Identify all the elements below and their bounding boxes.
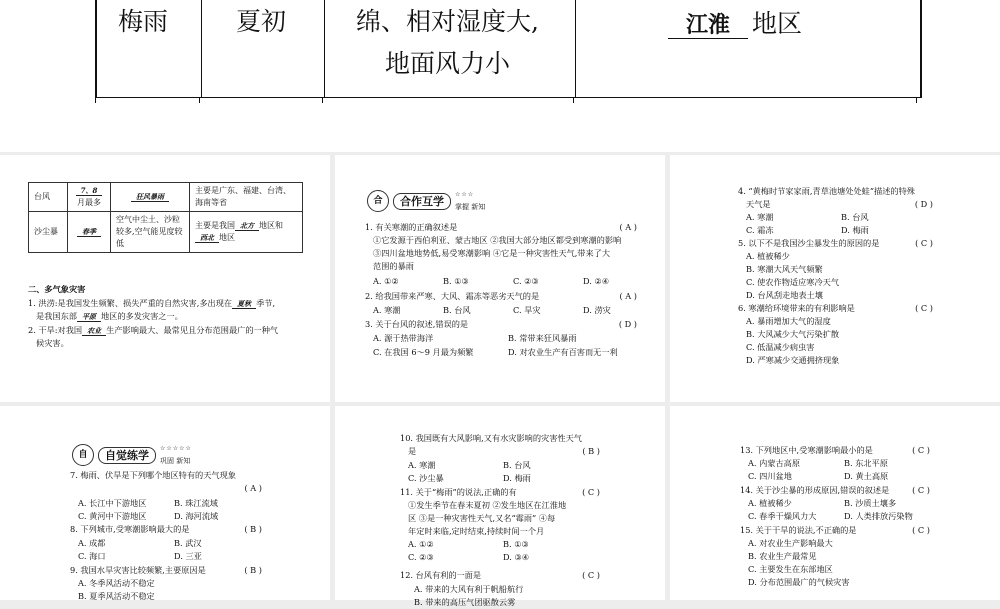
- answer: ( A ): [619, 291, 637, 301]
- option-line: ①发生季节在春末夏初 ②发生地区在江淮地: [408, 500, 567, 510]
- disaster-cell: 梅雨: [118, 7, 169, 36]
- option-line: A. 冬季风活动不稳定: [78, 578, 155, 588]
- column-divider: [573, 97, 574, 103]
- option-row: C. 黄河中下游地区 D. 海河流域: [78, 511, 219, 521]
- option-row: C. ②③ D. ③④: [408, 552, 530, 562]
- section-badge: [72, 442, 192, 468]
- answer: ( B ): [244, 565, 262, 575]
- table-cell: 主要是广东、福建、台湾、海南等省: [190, 183, 303, 212]
- answer: ( D ): [618, 319, 637, 329]
- page-thumbnail-5[interactable]: [335, 406, 665, 607]
- option-line: A. 带来的大风有利于帆船航行: [414, 584, 524, 594]
- answer: ( C ): [915, 238, 933, 248]
- answer: ( A ): [619, 222, 637, 232]
- table-cell: 沙尘暴: [29, 212, 68, 253]
- answer: ( A ): [244, 483, 262, 493]
- section-badge: [367, 188, 485, 214]
- region-cell: [668, 4, 802, 40]
- season-cell: 夏初: [236, 7, 287, 36]
- option-row: A. 成都 B. 武汉: [78, 538, 202, 548]
- question-text: 1. 有关寒潮的正确叙述是: [365, 222, 458, 232]
- table-cell: 空气中尘土、沙粒较多,空气能见度较低: [111, 212, 190, 253]
- option-line: C. 主要发生在东部地区: [748, 564, 833, 574]
- column-divider: [916, 97, 917, 103]
- column-divider: [199, 97, 200, 103]
- region-suffix: 地区: [752, 9, 803, 38]
- question-text: 14. 关于沙尘暴的形成原因,错误的叙述是: [740, 485, 890, 495]
- page-thumbnail-2[interactable]: [335, 155, 665, 402]
- question-text: 7. 梅雨、伏旱是下列哪个地区特有的天气现象: [70, 470, 236, 480]
- fill-answer: 狂风暴雨: [131, 192, 169, 202]
- question-text: 天气是: [746, 199, 771, 209]
- option-row: C. 春季干燥风力大 D. 人类排放污染物: [748, 511, 913, 521]
- option-row: C. 四川盆地 D. 黄土高原: [748, 471, 889, 481]
- question-text: 6. 寒潮给环境带来的有利影响是: [738, 303, 855, 313]
- option-row: C. 霜冻 D. 梅雨: [746, 225, 869, 235]
- option-row: A. 寒潮 B. 台风 C. 旱灾 D. 涝灾: [373, 305, 611, 315]
- option-line: B. 寒潮大风天气频繁: [746, 264, 823, 274]
- option-line: D. 台风刮走地表土壤: [746, 290, 823, 300]
- description-line: 地面风力小: [385, 49, 511, 78]
- option-row: C. 在我国 6～9 月最为频繁 D. 对农业生产有百害而无一利: [373, 347, 618, 357]
- fill-answer: 西北: [195, 233, 219, 243]
- question-text: 15. 关于干旱的说法,不正确的是: [740, 525, 857, 535]
- column-divider: [201, 0, 202, 97]
- option-line: D. 严寒减少交通拥挤现象: [746, 355, 840, 365]
- answer: ( B ): [582, 446, 600, 456]
- option-line: B. 大风减少大气污染扩散: [746, 329, 840, 339]
- question-text: 8. 下列城市,受寒潮影响最大的是: [70, 524, 190, 534]
- option-row: A. 寒潮 B. 台风: [746, 212, 869, 222]
- disaster-table: [28, 182, 303, 253]
- section-heading: 二、多气象灾害: [28, 284, 86, 294]
- mascot-icon: 自: [72, 444, 94, 466]
- fill-answer: 7、8: [76, 186, 103, 196]
- question-text: 是我国东部 平原 地区的多发灾害之一。: [36, 311, 183, 321]
- column-divider: [95, 97, 96, 103]
- fill-answer: 北方: [235, 221, 259, 231]
- option-row: A. 源于热带海洋 B. 常带来狂风暴雨: [373, 333, 577, 343]
- question-text: 5. 以下不是我国沙尘暴发生的原因的是: [738, 238, 880, 248]
- column-divider: [322, 97, 323, 103]
- question-text: 10. 我国既有大风影响,又有水灾影响的灾害性天气: [400, 433, 582, 443]
- option-row: A. ①② B. ①③: [408, 539, 529, 549]
- page-thumbnail-4[interactable]: [0, 406, 330, 600]
- table-cell: 台风: [29, 183, 68, 212]
- cell-text: 地区: [219, 233, 235, 242]
- option-line: ③四川盆地地势低,易受寒潮影响 ④它是一种灾害性天气,带来了大: [373, 248, 611, 258]
- cell-text: 主要是我国: [195, 221, 235, 230]
- region-fill: 江淮: [668, 12, 748, 39]
- option-row: A. 植被稀少 B. 沙质土壤多: [748, 498, 897, 508]
- table-cell: [111, 183, 190, 212]
- option-row: A. 长江中下游地区 B. 珠江流域: [78, 498, 218, 508]
- answer: ( B ): [244, 524, 262, 534]
- table-row: [29, 183, 303, 212]
- question-text: 1. 洪涝:是我国发生频繁、损失严重的自然灾害,多出现在 夏秋 季节,: [28, 298, 276, 308]
- question-text: 11. 关于“梅雨”的说法,正确的有: [400, 487, 517, 497]
- table-cell: [68, 212, 111, 253]
- cell-text: 月最多: [77, 198, 101, 207]
- answer: ( D ): [914, 199, 933, 209]
- question-text: 候灾害。: [36, 338, 69, 348]
- top-table-fragment: [0, 0, 1000, 152]
- badge-subtitle: 掌握 新知: [455, 203, 486, 211]
- answer: ( C ): [915, 303, 933, 313]
- question-text: 是: [408, 446, 417, 456]
- page-thumbnail-1[interactable]: [0, 155, 330, 402]
- option-row: C. 沙尘暴 D. 梅雨: [408, 473, 531, 483]
- table-cell: [190, 212, 303, 253]
- question-text: 3. 关于台风的叙述,错误的是: [365, 319, 469, 329]
- column-divider: [324, 0, 325, 97]
- page-thumbnail-3[interactable]: [670, 155, 1000, 402]
- badge-title: 自觉练学: [98, 447, 156, 464]
- option-line: B. 农业生产最常见: [748, 551, 817, 561]
- stars-icon: ☆☆☆: [455, 191, 475, 198]
- answer: ( C ): [912, 485, 930, 495]
- option-line: 区 ③是一种灾害性天气,又名“霉雨” ④每: [408, 513, 556, 523]
- option-line: C. 低温减少病虫害: [746, 342, 815, 352]
- option-row: A. 寒潮 B. 台风: [408, 460, 531, 470]
- option-row: A. 内蒙古高原 B. 东北平原: [748, 458, 888, 468]
- fill-answer: 春季: [77, 227, 101, 237]
- option-line: A. 暴雨增加大气的湿度: [746, 316, 831, 326]
- badge-title: 合作互学: [393, 193, 451, 210]
- stars-icon: ☆☆☆☆☆: [160, 445, 192, 452]
- table-cell: [68, 183, 111, 212]
- option-row: C. 海口 D. 三亚: [78, 551, 202, 561]
- option-line: A. 对农业生产影响最大: [748, 538, 833, 548]
- question-text: 13. 下列地区中,受寒潮影响最小的是: [740, 445, 873, 455]
- answer: ( C ): [582, 487, 600, 497]
- page-thumbnail-6[interactable]: [670, 406, 1000, 600]
- table-row: [29, 212, 303, 253]
- option-line: C. 使农作物适应寒冷天气: [746, 277, 840, 287]
- option-line: 范围的暴雨: [373, 261, 414, 271]
- cell-text: 地区和: [259, 221, 283, 230]
- question-text: 2. 干旱:对我国 农业 生产影响最大、最常见且分布范围最广的一种气: [28, 325, 279, 335]
- answer: ( C ): [582, 570, 600, 580]
- column-divider: [575, 0, 576, 97]
- option-line: B. 带来的高压气团驱散云雾: [414, 597, 516, 607]
- question-text: 4. “黄梅时节家家雨,青草池塘处处蛙”描述的特殊: [738, 186, 915, 196]
- question-text: 2. 给我国带来严寒、大风、霜冻等恶劣天气的是: [365, 291, 540, 301]
- option-line: B. 夏季风活动不稳定: [78, 591, 155, 601]
- answer: ( C ): [912, 525, 930, 535]
- answer: ( C ): [912, 445, 930, 455]
- description-line: 绵、相对湿度大,: [356, 7, 539, 36]
- option-line: ①它发源于西伯利亚、蒙古地区 ②我国大部分地区都受到寒潮的影响: [373, 235, 622, 245]
- question-text: 9. 我国水旱灾害比较频繁,主要原因是: [70, 565, 206, 575]
- question-text: 12. 台风有利的一面是: [400, 570, 482, 580]
- badge-subtitle: 巩固 新知: [160, 457, 191, 465]
- option-line: A. 植被稀少: [746, 251, 790, 261]
- option-row: A. ①② B. ①③ C. ②③ D. ②④: [373, 276, 610, 286]
- mascot-icon: 合: [367, 190, 389, 212]
- option-line: D. 分布范围最广的气候灾害: [748, 577, 850, 587]
- option-line: 年定时来临,定时结束,持续时间一个月: [408, 526, 545, 536]
